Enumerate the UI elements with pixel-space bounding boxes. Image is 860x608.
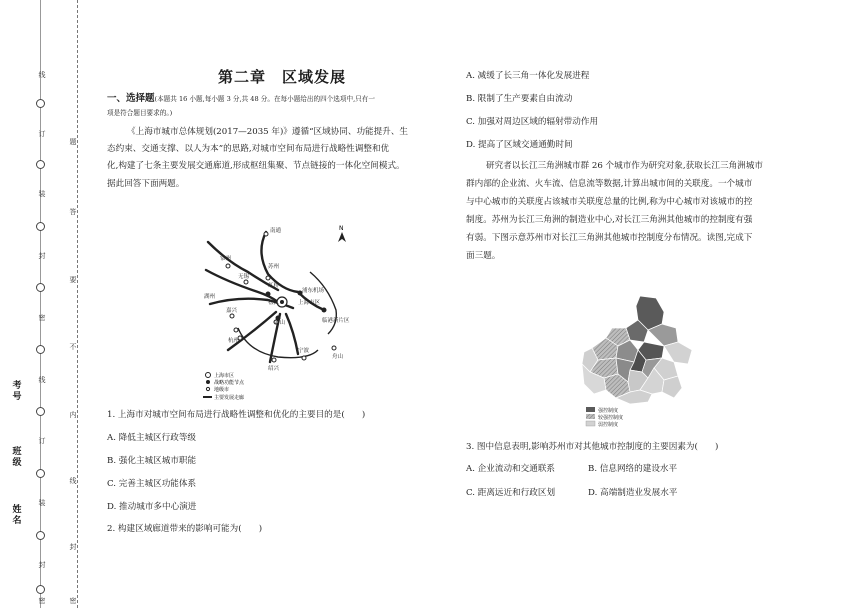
legend-node-symbol [206, 380, 210, 384]
node-marker [234, 328, 238, 332]
place-label: 金山 [274, 320, 286, 326]
binding-line-outer [40, 0, 41, 608]
binding-hole [36, 585, 45, 594]
margin-char: 订 [38, 437, 46, 445]
binding-hole [36, 407, 45, 416]
intro-line: 化,构建了七条主要发展交通廊道,形成枢纽集聚、节点链接的一体化空间模式。 [107, 161, 405, 171]
node-marker [264, 232, 268, 236]
option-a[interactable]: A. 减缓了长三角一体化发展进程 [466, 71, 590, 81]
margin-char: 订 [38, 130, 46, 138]
legend-label: 上海市区 [214, 373, 235, 379]
margin-char: 封 [38, 561, 46, 569]
margin-char: 封 [69, 543, 77, 551]
node-marker [266, 276, 270, 280]
passage-line: 面三题。 [466, 251, 501, 261]
place-label: 松江 [268, 300, 280, 306]
passage-line: 制度。苏州为长江三角洲的制造业中心,对长江三角洲其他城市的控制度有强 [466, 215, 753, 225]
place-label: 杭州 [228, 338, 240, 344]
passage-line: 与中心城市的关联度占该城市关联度总量的比例,称为中心城市对该城市的控 [466, 197, 753, 207]
option-b[interactable]: B. 限制了生产要素自由流动 [466, 94, 573, 104]
map1-legend [203, 372, 245, 401]
margin-char: 封 [38, 252, 46, 260]
margin-char: 密 [38, 597, 46, 605]
option-c[interactable]: C. 距离远近和行政区划 [466, 488, 556, 498]
binding-hole [36, 469, 45, 478]
margin-char: 题 [69, 138, 77, 146]
passage-line: 有弱。下图示意苏州市对长江三角洲其他城市控制度分布情况。读图,完成下 [466, 233, 753, 243]
section-note-cont: 项是符合题目要求的。) [107, 109, 173, 117]
option-b[interactable]: B. 强化主城区城市职能 [107, 456, 197, 466]
legend-label: 弱控制度 [598, 422, 619, 428]
margin-char: 装 [38, 190, 46, 198]
binding-hole [36, 222, 45, 231]
place-label: 常州 [220, 256, 232, 262]
margin-char: 线 [38, 376, 46, 384]
corridor-line [286, 314, 298, 354]
margin-char: 密 [38, 314, 46, 322]
north-label: N [339, 225, 344, 232]
node-marker [280, 300, 284, 304]
question-stem: 1. 上海市对城市空间布局进行战略性调整和优化的主要目的是( ) [107, 410, 366, 420]
intro-line: 态约束、交通支撑、以人为本”的思路,对城市空间布局进行战略性调整和优 [107, 144, 390, 154]
place-label: 苏州 [268, 264, 280, 270]
margin-char: 答 [69, 208, 77, 216]
node-marker [332, 346, 336, 350]
place-label: 南通 [270, 228, 282, 234]
legend-swatch-weak [586, 421, 595, 426]
node-marker [244, 280, 248, 284]
margin-char: 内 [69, 411, 77, 419]
option-c[interactable]: C. 加强对周边区域的辐射带动作用 [466, 117, 599, 127]
legend-label: 战略功能节点 [214, 380, 245, 386]
place-label: 浦东机场 [302, 288, 325, 294]
question-stem: 3. 图中信息表明,影响苏州市对其他城市控制度的主要因素为( ) [466, 442, 719, 452]
binding-hole [36, 345, 45, 354]
chapter-title: 第二章 区域发展 [218, 68, 347, 86]
place-label: 嘉兴 [226, 308, 238, 314]
place-label: 舟山 [332, 354, 344, 360]
intro-line: 据此回答下面两题。 [107, 179, 185, 189]
legend-label: 地级市 [214, 387, 230, 393]
intro-line: 《上海市城市总体规划(2017—2035 年)》遵循“区域协同、功能提升、生 [127, 127, 409, 137]
place-label: 虹桥 [268, 283, 280, 289]
binding-line-inner [77, 0, 78, 608]
margin-char: 不 [69, 343, 77, 351]
legend-urban-symbol [206, 373, 211, 378]
node-marker [322, 308, 327, 313]
passage-line: 研究者以长江三角洲城市群 26 个城市作为研究对象,获取长江三角洲城市 [486, 161, 763, 171]
class-label: 班级 [12, 447, 22, 468]
section-note: (本题共 16 小题,每小题 3 分,共 48 分。在每小题给出的四个选项中,只有一 [154, 95, 375, 103]
north-arrow [338, 225, 346, 242]
name-label: 姓名 [12, 505, 22, 526]
binding-hole [36, 99, 45, 108]
place-label: 上海市区 [298, 300, 321, 306]
option-d[interactable]: D. 提高了区域交通通勤时间 [466, 140, 573, 150]
option-b[interactable]: B. 信息网络的建设水平 [588, 464, 678, 474]
binding-hole [36, 531, 45, 540]
binding-hole [36, 160, 45, 169]
legend-label: 较强控制度 [598, 415, 624, 421]
margin-char: 线 [69, 477, 77, 485]
option-c[interactable]: C. 完善主城区功能体系 [107, 479, 197, 489]
place-label: 宁波 [298, 348, 310, 354]
margin-char: 线 [38, 71, 46, 79]
yangtze-delta-control-map [578, 294, 700, 429]
margin-char: 密 [69, 597, 77, 605]
option-d[interactable]: D. 高端制造业发展水平 [588, 488, 678, 498]
question-2-stem: 2. 构建区域廊道带来的影响可能为( ) [107, 524, 263, 534]
section-heading: 一、选择题 [107, 93, 155, 104]
legend-city-symbol [206, 387, 209, 390]
option-a[interactable]: A. 企业流动和交通联系 [466, 464, 556, 474]
section-header [107, 91, 375, 107]
legend-label: 主要发展走廊 [214, 395, 245, 401]
legend-swatch-medium [586, 414, 595, 419]
shanghai-corridor-map [198, 212, 356, 402]
exam-number-label: 考号 [12, 381, 22, 402]
node-marker [272, 358, 276, 362]
place-label: 临港新片区 [322, 318, 350, 324]
margin-char: 要 [69, 276, 77, 284]
place-label: 绍兴 [268, 366, 280, 372]
node-marker [226, 264, 230, 268]
option-a[interactable]: A. 降低主城区行政等级 [107, 433, 197, 443]
node-marker [266, 292, 271, 297]
map2-legend [586, 407, 623, 428]
node-marker [230, 314, 234, 318]
option-d[interactable]: D. 推动城市多中心演进 [107, 502, 197, 512]
binding-hole [36, 283, 45, 292]
margin-char: 装 [38, 499, 46, 507]
place-label: 无锡 [238, 274, 250, 280]
legend-label: 强控制度 [598, 408, 619, 414]
passage-line: 群内部的企业流、火车流、信息流等数据,计算出城市间的关联度。一个城市 [466, 179, 753, 189]
legend-swatch-strong [586, 407, 595, 412]
node-marker [302, 356, 306, 360]
place-label: 湖州 [204, 294, 216, 300]
